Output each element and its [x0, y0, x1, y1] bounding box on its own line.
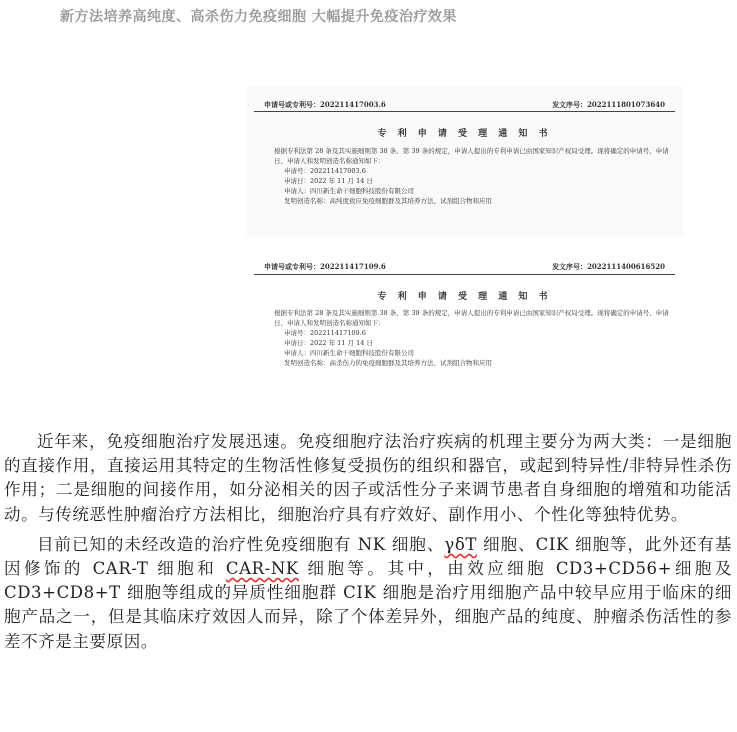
article-paragraph: 近年来，免疫细胞治疗发展迅速。免疫细胞疗法治疗疾病的机理主要分为两大类：一是细胞的直接作用，直接运用其特定的生物活性修复受损伤的组织和器官，或起到特异性/非特异性杀伤作用；二是细胞的间接作用，如分泌相关的因子或活性分子来调节患者自身细胞的增殖和功能活动。与传统恶性肿瘤治疗方法相比，细胞治疗具有疗效好、副作用小、个性化等独特优势。 [4, 432, 732, 524]
application-number: 申请号或专利号：202211417109.6 [264, 262, 386, 271]
notice-field: 发明创造名称：高杀伤力的免疫细胞群及其培养方法、试剂组合物和应用 [284, 359, 492, 367]
article-body [4, 430, 732, 660]
spellcheck-underlined-term: CAR-NK [225, 559, 299, 579]
notice-title: 专 利 申 请 受 理 通 知 书 [377, 129, 552, 139]
spellcheck-underlined-term: γδT [444, 534, 477, 554]
send-number: 发文序号：2022111400616520 [552, 262, 665, 271]
notice-field: 申请号：202211417109.6 [284, 329, 366, 337]
notice-title: 专 利 申 请 受 理 通 知 书 [377, 292, 552, 302]
headline: 新方法培养高纯度、高杀伤力免疫细胞 大幅提升免疫治疗效果 [60, 9, 457, 25]
patent-notice-1 [246, 86, 683, 236]
notice-field: 申请人：四川新生命干细胞科技股份有限公司 [284, 187, 414, 195]
notice-intro: 根据专利法第 28 条及其实施细则第 38 条、第 39 条的规定，申请人提出的专利申请已由国家知识产权局受理。现将确定的申请号、申请日、申请人和发明创造名称通知如下： [274, 309, 669, 327]
notice-field: 申请号：202211417003.6 [284, 167, 366, 175]
notice-intro: 根据专利法第 28 条及其实施细则第 38 条、第 39 条的规定，申请人提出的专利申请已由国家知识产权局受理。现将确定的申请号、申请日、申请人和发明创造名称通知如下： [274, 147, 669, 165]
patent-notice-2 [246, 252, 683, 392]
article-paragraph: 目前已知的未经改造的治疗性免疫细胞有 NK 细胞、γδT 细胞、CIK 细胞等，此外还有基因修饰的 CAR-T 细胞和 CAR-NK 细胞等。其中，由效应细胞 CD3+CD56+细胞及 CD3+CD8+T 细胞等组成的异质性细胞群 CIK 细胞是治疗用细胞产品中较早应用于临床的细胞产品之一，但是其临床疗效因人而异，除了个体差异外，细胞产品的纯度、肿瘤杀伤活性的参差不齐是主要原因。 [4, 534, 732, 651]
notice-field: 发明创造名称：高纯度致应免疫细胞群及其培养方法、试剂组合物和应用 [284, 197, 492, 205]
notice-meta-row [264, 262, 665, 272]
notice-field: 申请人：四川新生命干细胞科技股份有限公司 [284, 349, 414, 357]
notice-field: 申请日：2022 年 11 月 14 日 [284, 177, 373, 185]
divider [254, 274, 675, 275]
notice-body [260, 308, 669, 368]
send-number: 发文序号：2022111801073640 [552, 100, 665, 109]
notice-body [260, 146, 669, 206]
divider [254, 111, 675, 112]
application-number: 申请号或专利号：202211417003.6 [264, 100, 386, 109]
notice-field: 申请日：2022 年 11 月 14 日 [284, 339, 373, 347]
notice-meta-row [264, 100, 665, 110]
